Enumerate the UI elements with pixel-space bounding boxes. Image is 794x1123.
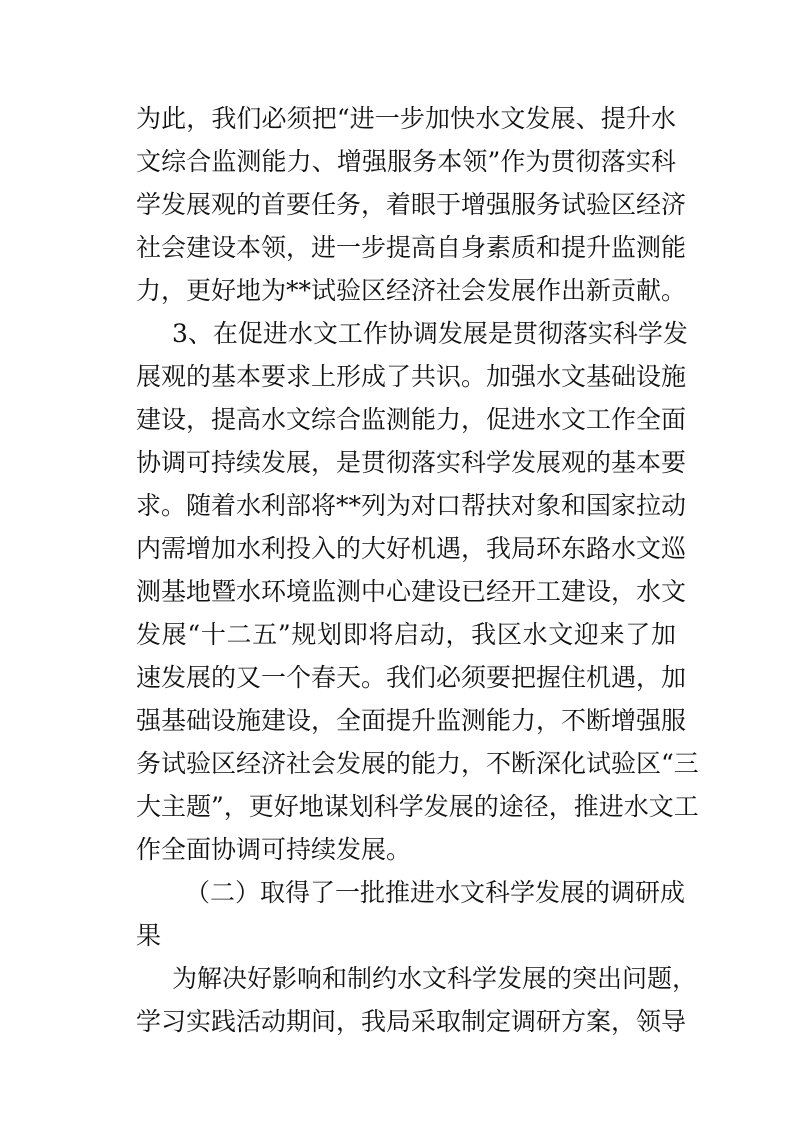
text-line: 务试验区经济社会发展的能力，不断深化试验区“三 [136, 749, 699, 778]
text-line: 测基地暨水环境监测中心建设已经开工建设，水文 [136, 577, 687, 606]
text-line: 为解决好影响和制约水文科学发展的突出问题， [172, 964, 698, 993]
text-line: 内需增加水利投入的大好机遇，我局环东路水文巡 [136, 534, 687, 563]
text-line: 速发展的又一个春天。我们必须要把握住机遇，加 [136, 663, 687, 692]
text-line: 3、在促进水文工作协调发展是贯彻落实科学发 [172, 319, 688, 348]
text-line: 为此，我们必须把“进一步加快水文发展、提升水 [136, 104, 676, 133]
section-heading-line: 果 [136, 921, 162, 950]
text-line: 发展“十二五”规划即将启动，我区水文迎来了加 [136, 620, 676, 649]
text-line: 社会建设本领，进一步提高自身素质和提升监测能 [136, 233, 687, 262]
text-line: 作全面协调可持续发展。 [136, 835, 412, 864]
text-line: 文综合监测能力、增强服务本领”作为贯彻落实科 [136, 147, 676, 176]
text-line: 学发展观的首要任务，着眼于增强服务试验区经济 [136, 190, 687, 219]
section-heading-line: （二）取得了一批推进水文科学发展的调研成 [185, 878, 686, 907]
text-line: 协调可持续发展，是贯彻落实科学发展观的基本要 [136, 448, 687, 477]
text-line: 强基础设施建设，全面提升监测能力，不断增强服 [136, 706, 687, 735]
text-line: 学习实践活动期间，我局采取制定调研方案，领导 [136, 1007, 687, 1036]
text-line: 力，更好地为**试验区经济社会发展作出新贡献。 [136, 276, 687, 305]
text-line: 大主题”，更好地谋划科学发展的途径，推进水文工 [136, 792, 699, 821]
text-line: 建设，提高水文综合监测能力，促进水文工作全面 [136, 405, 687, 434]
text-line: 求。随着水利部将**列为对口帮扶对象和国家拉动 [136, 491, 687, 520]
text-line: 展观的基本要求上形成了共识。加强水文基础设施 [136, 362, 687, 391]
